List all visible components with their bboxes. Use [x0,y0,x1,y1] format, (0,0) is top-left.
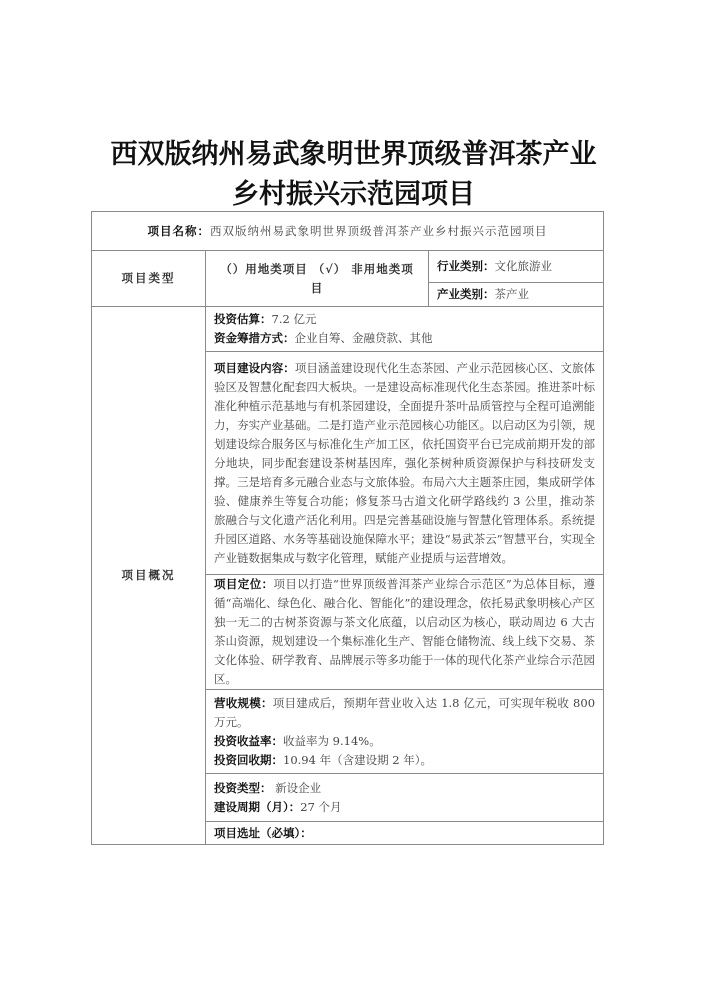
project-type-row [92,251,604,283]
positioning-label: 项目定位： [214,577,274,591]
document-title-line-1: 西双版纳州易武象明世界顶级普洱茶产业 [110,139,597,170]
overview-label: 项目概况 [92,307,206,845]
investment-type-value: 新设企业 [271,780,322,795]
positioning-cell [206,575,604,690]
construction-content-value: 项目涵盖建设现代化生态茶园、产业示范园核心区、文旅体验区及智慧化配套四大板块。一是建设高标准现代化生态茶园。推进茶叶标准化种植示范基地与有机茶园建设，全面提升茶叶品质管控与全程可追溯能力，夯实产业基础。二是打造产业示范园核心功能区。以启动区为引领，规划建设综合服务区与标准化生产加工区，依托国资平台已完成前期开发的部分地块，同步配套建设茶树基因库，强化茶树种质资源保护与科技研发支撑。三是培育多元融合业态与文旅体验。布局六大主题茶庄园，集成研学体验、健康养生等复合功能；修复茶马古道文化研学路线约 3 公里，推动茶旅融合与文化遗产活化利用。四是完善基础设施与智慧化管理体系。系统提升园区道路、水务等基础设施保障水平；建设“易武茶云”智慧平台，实现全产业链数据集成与数字化管理，赋能产业提质与运营增效。 [214,360,595,565]
project-site-label: 项目选址（必填）： [214,825,312,840]
project-name-value: 西双版纳州易武象明世界顶级普洱茶产业乡村振兴示范园项目 [210,223,548,238]
positioning-value: 项目以打造“世界顶级普洱茶产业综合示范区”为总体目标，遵循“高端化、绿色化、融合化、智能化”的建设理念，依托易武象明核心产区独一无二的古树茶资源与茶文化底蕴，以启动区为核心，联动周边 6 大古茶山资源，规划建设一个集标准化生产、智能仓储物流、线上线下交易、茶文化体验、研学教育、品牌展示等多功能于一体的现代化茶产业综合示范园区。 [214,577,595,686]
payback-period-value: 10.94 年（含建设期 2 年）。 [283,752,432,767]
industry-category-value: 文化旅游业 [494,259,552,273]
project-name-row [92,212,604,251]
revenue-scale-value: 项目建成后，预期年营业收入达 1.8 亿元，可实现年税收 800 万元。 [214,695,596,729]
sector-category-label: 产业类别： [437,287,495,301]
return-rate-value: 收益率为 9.14%。 [283,733,381,748]
construction-content-cell [206,352,604,575]
return-rate-label: 投资收益率： [214,733,283,748]
industry-category-cell [429,251,604,283]
project-site-cell [206,822,604,845]
project-name-label: 项目名称： [147,223,210,238]
funding-method-label: 资金筹措方式： [214,331,295,345]
construction-period-value: 27 个月 [300,799,342,814]
project-name-cell [92,212,604,251]
construction-content-label: 项目建设内容： [214,360,295,375]
payback-period-label: 投资回收期： [214,752,283,767]
investment-cell [206,307,604,352]
construction-period-label: 建设周期（月）： [214,799,301,814]
project-type-label: 项目类型 [92,251,206,307]
investment-type-label: 投资类型： [214,780,272,795]
revenue-cell [206,690,604,774]
project-type-options: （）用地类项目 （√） 非用地类项目 [206,251,429,307]
document-title-line-2: 乡村振兴示范园项目 [232,179,475,210]
sector-category-value: 茶产业 [494,287,529,301]
investment-type-cell [206,774,604,822]
project-info-table [91,211,604,845]
investment-estimate-label: 投资估算： [214,312,272,326]
revenue-scale-label: 营收规模： [214,695,273,710]
investment-estimate-value: 7.2 亿元 [271,312,317,326]
sector-category-cell [429,283,604,307]
investment-row [92,307,604,352]
industry-category-label: 行业类别： [437,259,495,273]
funding-method-value: 企业自筹、金融贷款、其他 [294,331,433,345]
